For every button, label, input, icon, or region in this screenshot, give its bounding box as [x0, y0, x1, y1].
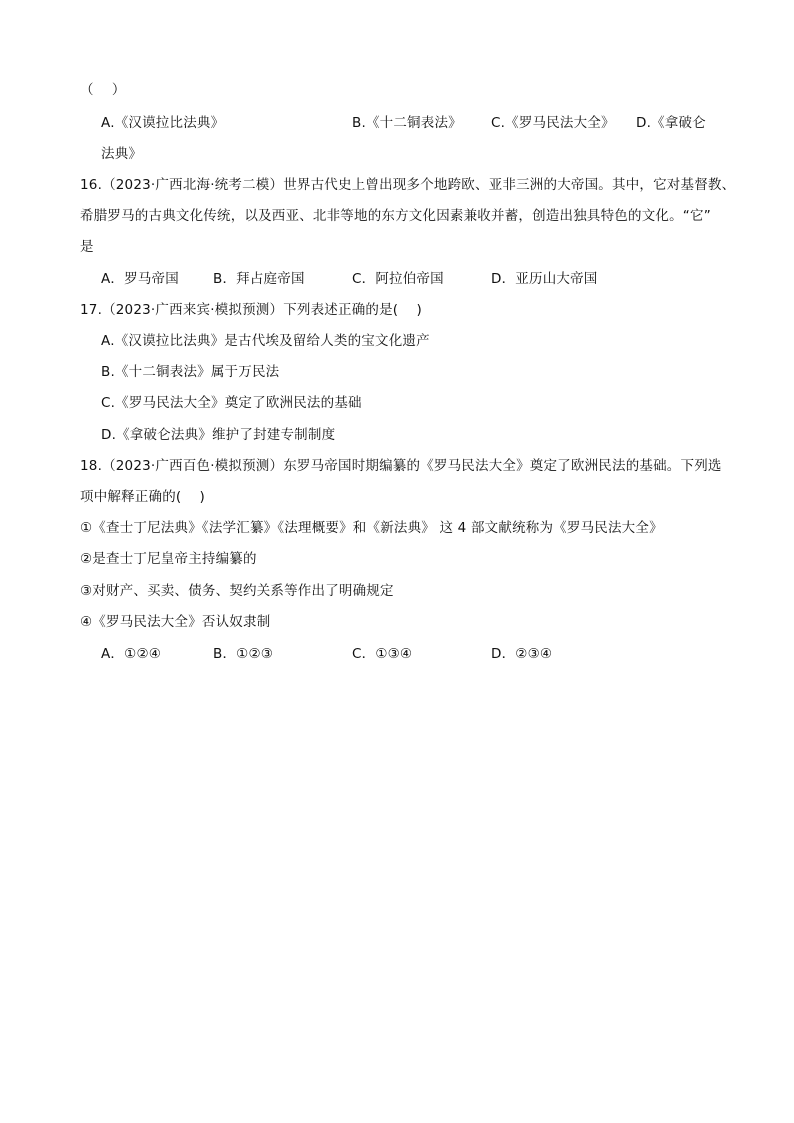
- q18-statement-2: ②是查士丁尼皇帝主持编纂的: [80, 551, 257, 567]
- q16-option-a: A．罗马帝国: [101, 271, 179, 287]
- q18-statement-1: ①《查士丁尼法典》《法学汇纂》《法理概要》和《新法典》 这 4 部文献统称为《罗马民法大全》: [80, 520, 663, 536]
- q16-stem-line2: 希腊罗马的古典文化传统，以及西亚、北非等地的东方文化因素兼收并蓄，创造出独具特色的文化。“它”: [80, 208, 711, 224]
- q18-statement-4: ④《罗马民法大全》否认奴隶制: [80, 614, 271, 630]
- q18-statement-3: ③对财产、买卖、债务、契约关系等作出了明确规定: [80, 583, 394, 599]
- q16-option-b: B．拜占庭帝国: [213, 271, 305, 287]
- q15-option-b: B.《十二铜表法》: [352, 115, 462, 131]
- q16-stem-line3: 是: [80, 239, 94, 255]
- q18-stem-line2: 项中解释正确的( ): [80, 489, 206, 505]
- q17-option-a: A.《汉谟拉比法典》是古代埃及留给人类的宝文化遗产: [101, 333, 430, 349]
- q15-option-c: C.《罗马民法大全》: [491, 115, 615, 131]
- q18-option-d: D．②③④: [491, 646, 553, 662]
- q17-option-c: C.《罗马民法大全》奠定了欧洲民法的基础: [101, 395, 362, 411]
- q17-option-b: B.《十二铜表法》属于万民法: [101, 364, 280, 380]
- q18-option-c: C．①③④: [352, 646, 413, 662]
- q16-option-d: D．亚历山大帝国: [491, 271, 598, 287]
- q15-option-d-continued: 法典》: [101, 146, 143, 162]
- q18-option-b: B．①②③: [213, 646, 274, 662]
- q17-option-d: D.《拿破仑法典》维护了封建专制制度: [101, 427, 336, 443]
- q15-option-d: D.《拿破仑: [636, 115, 706, 131]
- q18-option-a: A．①②④: [101, 646, 162, 662]
- q15-answer-paren: （ ）: [80, 82, 126, 98]
- q16-stem-line1: 16.（2023·广西北海·统考二模）世界古代史上曾出现多个地跨欧、亚非三洲的大帝国。其中，它对基督教、: [80, 177, 736, 193]
- q16-option-c: C．阿拉伯帝国: [352, 271, 444, 287]
- q15-option-a: A.《汉谟拉比法典》: [101, 115, 225, 131]
- q17-stem: 17.（2023·广西来宾·模拟预测）下列表述正确的是( ): [80, 302, 422, 318]
- q18-stem-line1: 18.（2023·广西百色·模拟预测）东罗马帝国时期编纂的《罗马民法大全》奠定了欧洲民法的基础。下列选: [80, 458, 722, 474]
